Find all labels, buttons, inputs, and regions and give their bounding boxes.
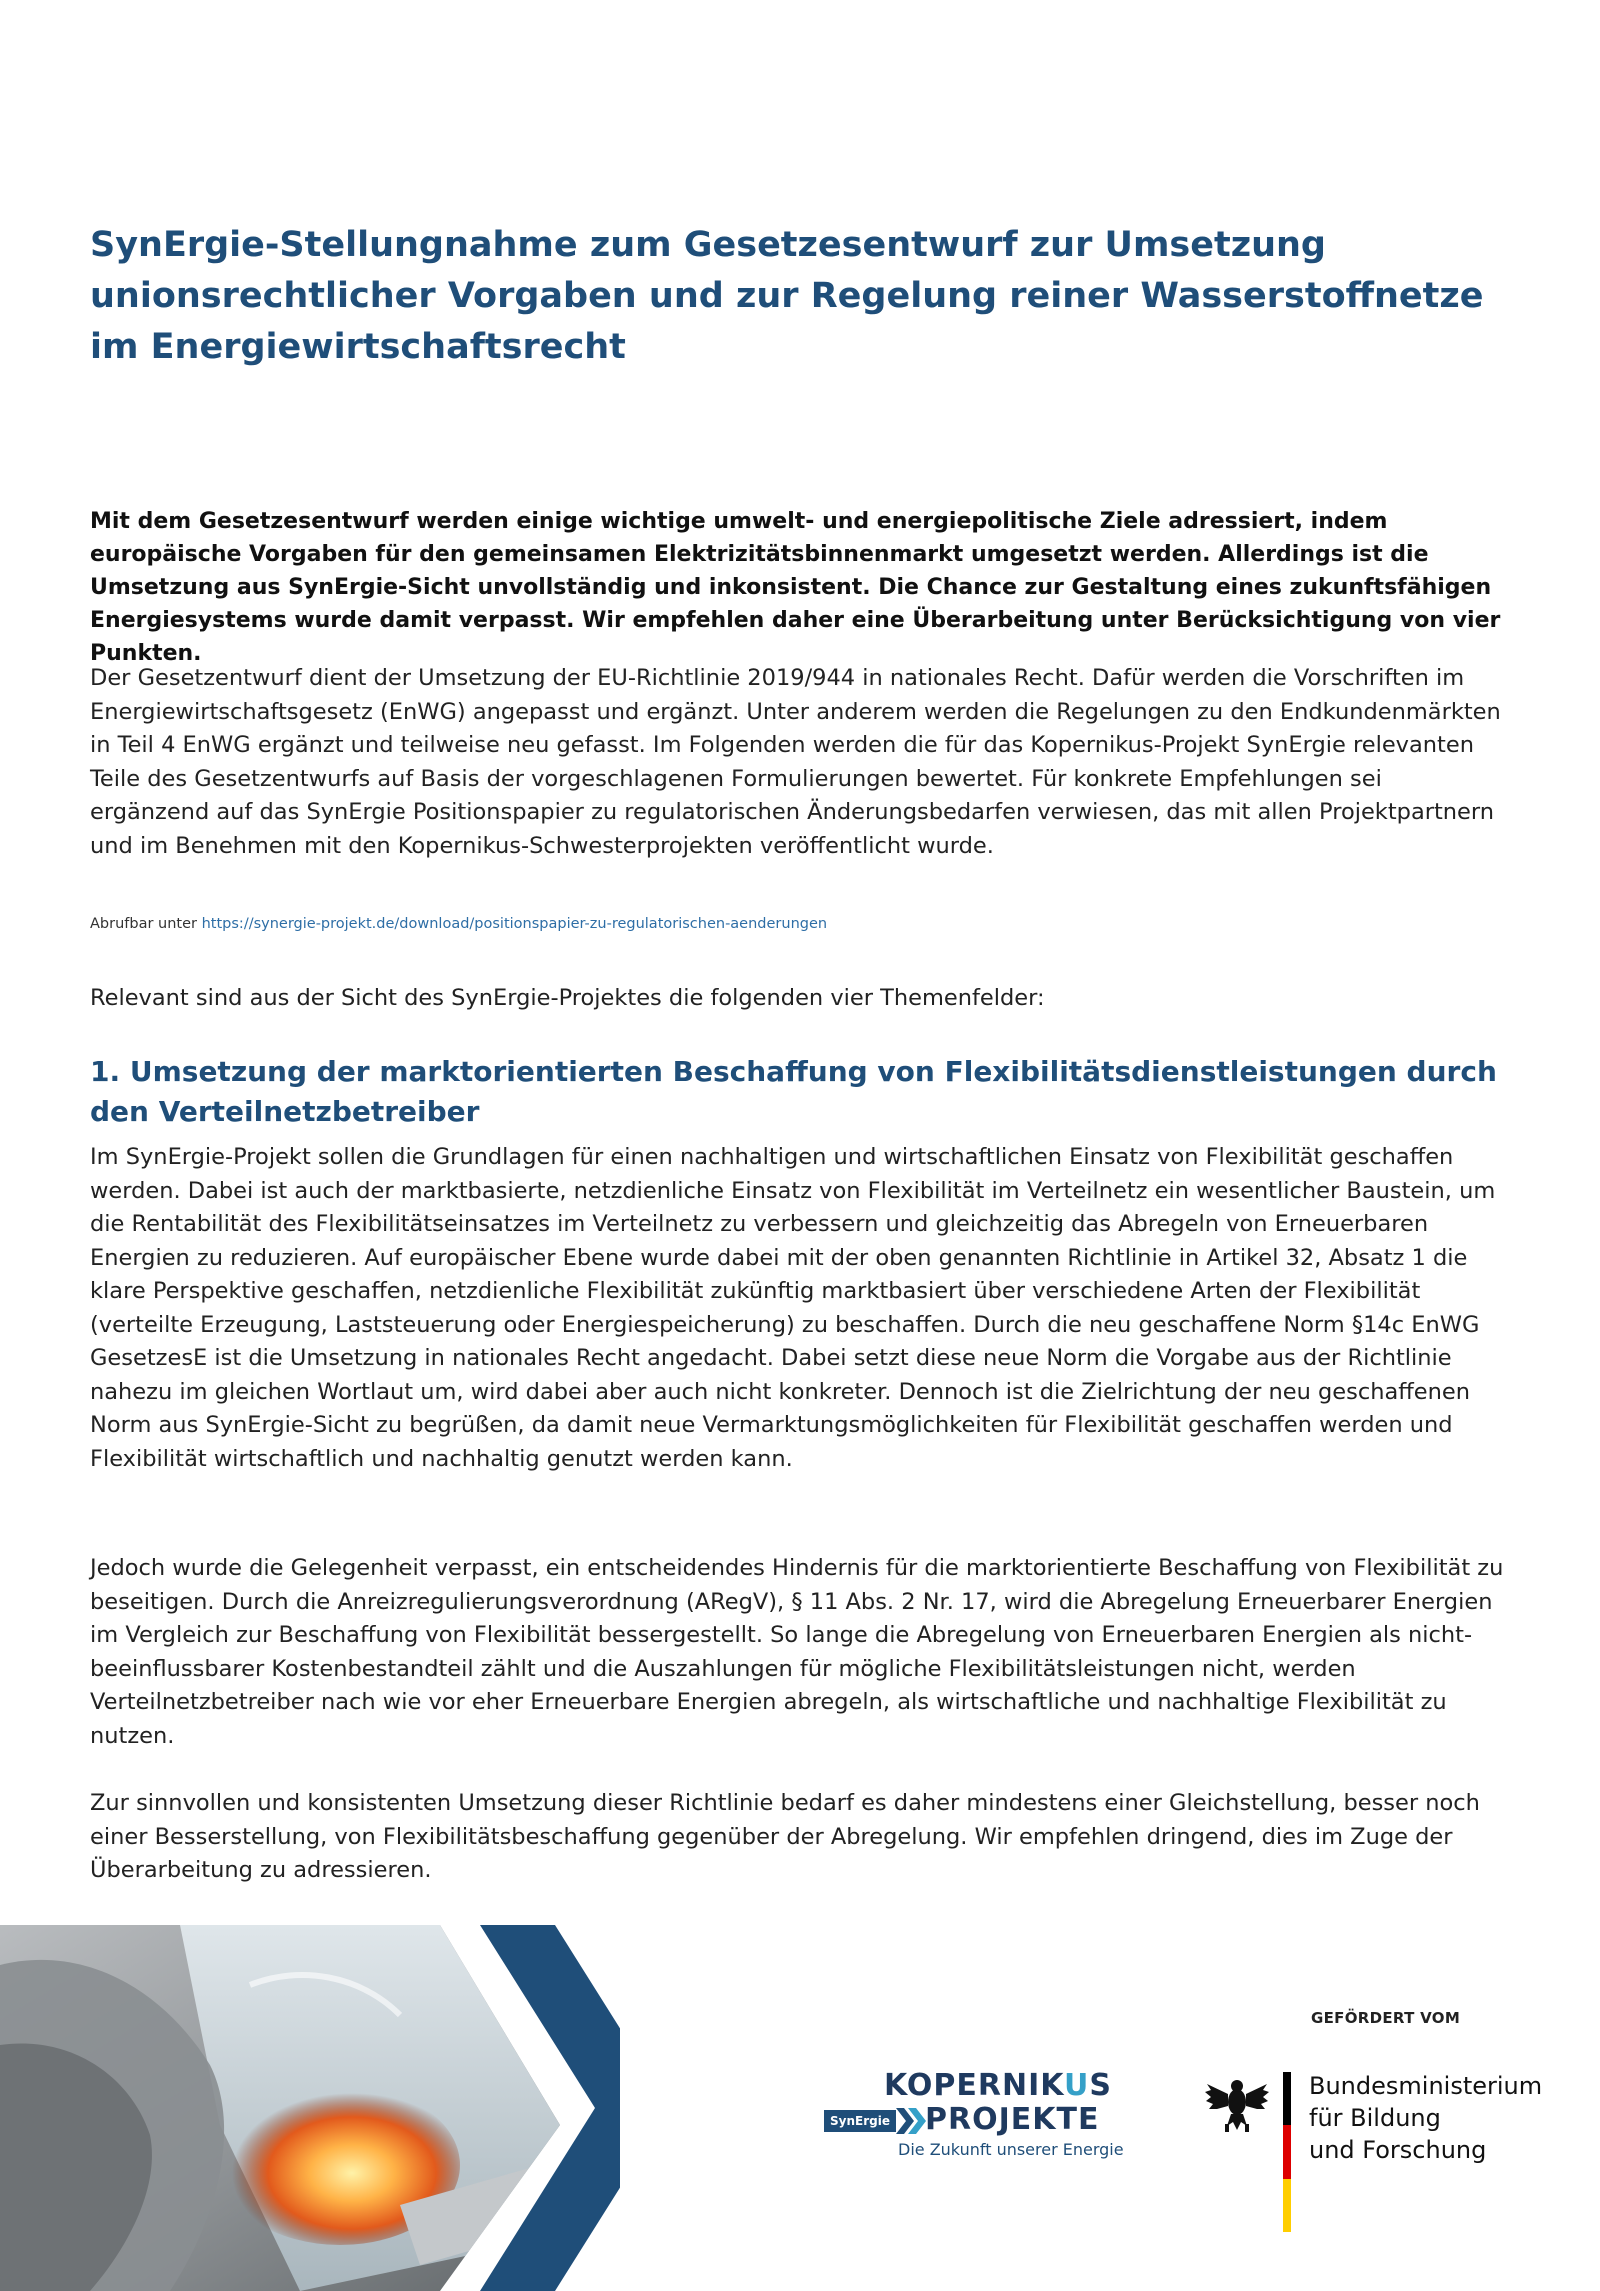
funded-by-label: GEFÖRDERT VOM	[1311, 2009, 1461, 2027]
intro-paragraph: Der Gesetzentwurf dient der Umsetzung der EU-Richtlinie 2019/944 in nationales Recht. Dafür werden die Vorschriften im Energiewirtschaftsgesetz (EnWG) angepasst und ergänzt. Unter anderem werden die Regelungen zu den Endkundenmärkten in Teil 4 EnWG ergänzt und teilweise neu gefasst. Im Folgenden werden die für das Kopernikus-Projekt SynErgie relevanten Teile des Gesetzentwurfs auf Basis der vorgeschlagenen Formulierungen bewertet. Für konkrete Empfehlungen sei ergänzend auf das SynErgie Positionspapier zu regulatorischen Änderungsbedarfen verwiesen, das mit allen Projektpartnern und im Benehmen mit den Kopernikus-Schwesterprojekten veröffentlicht wurde.	[90, 665, 1501, 859]
double-chevron-icon	[896, 2106, 928, 2136]
bmbf-logo	[1205, 2070, 1565, 2240]
footnote-prefix: Abrufbar unter	[90, 916, 202, 932]
federal-eagle-icon	[1205, 2074, 1269, 2134]
synergie-badge: SynErgie	[824, 2110, 896, 2132]
title-block	[90, 220, 1490, 373]
kopernikus-tagline: Die Zukunft unserer Energie	[898, 2140, 1124, 2159]
document-title: SynErgie-Stellungnahme zum Gesetzesentwurf zur Umsetzung unionsrechtlicher Vorgaben und zur Regelung reiner Wasserstoffnetze im Energiewirtschaftsrecht	[90, 225, 1484, 367]
projekte-wordmark: PROJEKTE	[925, 2102, 1100, 2137]
industrial-photo	[0, 1925, 620, 2291]
footnote-link[interactable]: https://synergie-projekt.de/download/positionspapier-zu-regulatorischen-aenderungen	[201, 916, 828, 932]
kopernikus-wordmark: KOPERNIKUS	[884, 2068, 1112, 2103]
bmbf-name: Bundesministerium für Bildung und Forschung	[1309, 2072, 1543, 2164]
lead-paragraph: Mit dem Gesetzesentwurf werden einige wichtige umwelt- und energiepolitische Ziele adressiert, indem europäische Vorgaben für den gemeinsamen Elektrizitätsbinnenmarkt umgesetzt werden. Allerdings ist die Umsetzung aus SynErgie-Sicht unvollständig und inkonsistent. Die Chance zur Gestaltung eines zukunftsfähigen Energiesystems wurde damit verpasst. Wir empfehlen daher eine Überarbeitung unter Berücksichtigung von vier Punkten.	[90, 509, 1501, 666]
section-1-paragraph-2: Jedoch wurde die Gelegenheit verpasst, ein entscheidendes Hindernis für die marktorientierte Beschaffung von Flexibilität zu beseitigen. Durch die Anreizregulierungsverordnung (ARegV), § 11 Abs. 2 Nr. 17, wird die Abregelung Erneuerbarer Energien im Vergleich zur Beschaffung von Flexibilität bessergestellt. So lange die Abregelung von Erneuerbaren Energien als nicht-beeinflussbarer Kostenbestandteil zählt und die Auszahlungen für mögliche Flexibilitätsleistungen nicht, werden Verteilnetzbetreiber nach wie vor eher Erneuerbare Energien abregeln, als wirtschaftliche und nachhaltige Flexibilität zu nutzen.	[90, 1555, 1504, 1749]
kopernikus-logo	[820, 2068, 1150, 2158]
relevant-topics-line: Relevant sind aus der Sicht des SynErgie-Projektes die folgenden vier Themenfelder:	[90, 985, 1045, 1011]
section-1-paragraph-3: Zur sinnvollen und konsistenten Umsetzung dieser Richtlinie bedarf es daher mindestens einer Gleichstellung, besser noch einer Besserstellung, von Flexibilitätsbeschaffung gegenüber der Abregelung. Wir empfehlen dringend, dies im Zuge der Überarbeitung zu adressieren.	[90, 1790, 1480, 1883]
footnote	[90, 916, 827, 932]
german-flag-bar	[1283, 2072, 1291, 2232]
section-1-heading: 1. Umsetzung der marktorientierten Beschaffung von Flexibilitätsdienstleistungen durch den Verteilnetzbetreiber	[90, 1055, 1497, 1128]
section-1-paragraph-1: Im SynErgie-Projekt sollen die Grundlagen für einen nachhaltigen und wirtschaftlichen Einsatz von Flexibilität geschaffen werden. Dabei ist auch der marktbasierte, netzdienliche Einsatz von Flexibilität im Verteilnetz ein wesentlicher Baustein, um die Rentabilität des Flexibilitätseinsatzes im Verteilnetz zu verbessern und gleichzeitig das Abregeln von Erneuerbaren Energien zu reduzieren. Auf europäischer Ebene wurde dabei mit der oben genannten Richtlinie in Artikel 32, Absatz 1 die klare Perspektive geschaffen, netzdienliche Flexibilität zukünftig marktbasiert über verschiedene Arten der Flexibilität (verteilte Erzeugung, Laststeuerung oder Energiespeicherung) zu beschaffen. Durch die neu geschaffene Norm §14c EnWG GesetzesE ist die Umsetzung in nationales Recht angedacht. Dabei setzt diese neue Norm die Vorgabe aus der Richtlinie nahezu im gleichen Wortlaut um, wird dabei aber auch nicht konkreter. Dennoch ist die Zielrichtung der neu geschaffenen Norm aus SynErgie-Sicht zu begrüßen, da damit neue Vermarktungsmöglichkeiten für Flexibilität geschaffen werden und Flexibilität wirtschaftlich und nachhaltig genutzt werden kann.	[90, 1144, 1496, 1472]
